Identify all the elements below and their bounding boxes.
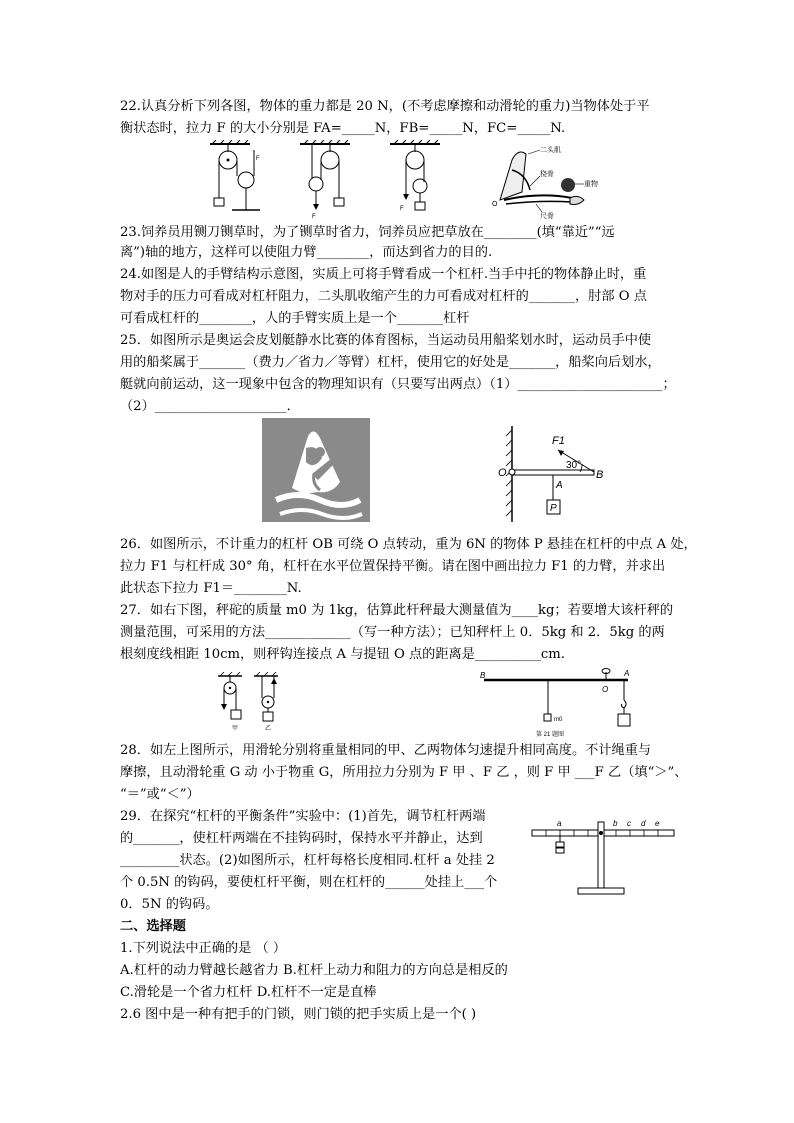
steelyard-caption: 第 21 题图 — [536, 732, 565, 738]
mc2-stem: 2.6 图中是一种有把手的门锁，则门锁的把手实质上是一个( ) — [120, 1007, 477, 1022]
q25-line4: （2）____________________． — [120, 399, 300, 414]
arm-label-biceps: 二头肌 — [540, 147, 561, 154]
q25-line1: 25．如图所示是奥运会皮划艇静水比赛的体育图标，当运动员用船桨划水时，运动员手中使 — [120, 333, 652, 348]
mc1-options-ab: A.杠杆的动力臂越长越省力 B.杠杆上动力和阻力的方向总是相反的 — [120, 963, 508, 978]
lever-label-angle: 30° — [566, 460, 582, 471]
steelyard-label-o: O — [602, 685, 609, 694]
pulley-label-jia: 甲 — [232, 726, 239, 732]
arm-label-radius: 桡骨 — [540, 171, 554, 178]
q22-line2: 衡状态时，拉力 F 的大小分别是 FA=_____N，FB=_____N，FC=_____N. — [120, 121, 566, 136]
pulley-figure-28 — [214, 672, 284, 734]
q24-line3: 可看成杠杆的________，人的手臂实质上是一个_______杠杆 — [120, 311, 470, 326]
arm-label-weight: 重物 — [584, 181, 598, 188]
q29-line2: 的_______，使杠杆两端在不挂钩码时，保持水平并静止，达到 — [120, 831, 483, 846]
q25-line3: 艇就向前运动，这一现象中包含的物理知识有（只要写出两点）（1）______________________； — [120, 377, 676, 392]
arm-label-o: O — [492, 201, 498, 208]
mc1-options-cd: C.滑轮是一个省力杠杆 D.杠杆不一定是直棒 — [120, 985, 377, 1000]
q27-line3: 根刻度线相距 10cm，则秤钩连接点 A 与提钮 O 点的距离是__________cm. — [120, 647, 565, 662]
q29-line3: _________状态。(2)如图所示，杠杆每格长度相同.杠杆 a 处挂 2 — [120, 853, 495, 868]
steelyard-label-a: A — [624, 669, 630, 678]
section-title: 二、选择题 — [120, 919, 186, 934]
mc1-stem: 1.下列说法中正确的是 （ ） — [120, 941, 287, 956]
q22-line1: 22.认真分析下列各图，物体的重力都是 20 N，(不考虑摩擦和动滑轮的重力)当物体处于平 — [120, 99, 650, 114]
pulley-figures-22 — [200, 140, 620, 220]
svg-text:F: F — [256, 156, 260, 162]
lever-label-a: A — [556, 480, 563, 491]
arm-label-ulna: 尺骨 — [540, 213, 554, 220]
lever-mark-d: d — [641, 819, 646, 828]
q28-line1: 28．如左上图所示，用滑轮分别将重量相同的甲、乙两物体匀速提升相同高度。不计绳重与 — [120, 743, 652, 758]
q23-line1: 23.饲养员用铡刀铡草时，为了铡草时省力，饲养员应把草放在________(填“靠近”“远 — [120, 225, 615, 240]
pulley-label-yi: 乙 — [265, 726, 272, 732]
q27-line2: 测量范围，可采用的方法_____________（写一种方法）；已知秤杆上 0．5kg 和 2．5kg 的两 — [120, 625, 665, 640]
lever-label-o: O — [498, 467, 507, 479]
steelyard-label-b: B — [480, 671, 486, 680]
q29-line1: 29．在探究“杠杆的平衡条件”实验中：(1)首先，调节杠杆两端 — [120, 809, 486, 824]
q26-line1: 26．如图所示，不计重力的杠杆 OB 可绕 O 点转动，重为 6N 的物体 P 悬挂在杠杆的中点 A 处， — [120, 537, 697, 552]
q28-line2: 摩擦，且动滑轮重 G 动 小于物重 G，所用拉力分别为 F 甲 、F 乙 ，则 F 甲 ___F 乙（填“＞”、 — [120, 765, 688, 780]
steelyard-figure-27 — [478, 668, 638, 740]
lever-label-b: B — [596, 469, 604, 481]
q26-line3: 此状态下拉力 F1＝________N. — [120, 581, 302, 596]
lever-figure-26 — [492, 424, 622, 524]
q29-line5: 0．5N 的钩码。 — [120, 897, 219, 912]
q26-line2: 拉力 F1 与杠杆成 30° 角，杠杆在水平位置保持平衡。请在图中画出拉力 F1 的力臂，并求出 — [120, 559, 666, 574]
lever-label-p: P — [550, 503, 557, 514]
lever-mark-a: a — [557, 819, 562, 828]
lever-mark-e: e — [655, 819, 660, 828]
lever-mark-b: b — [613, 819, 618, 828]
q24-line1: 24.如图是人的手臂结构示意图，实质上可将手臂看成一个杠杆.当手中托的物体静止时，重 — [120, 267, 647, 282]
q28-line3: “＝”或“＜”） — [120, 787, 200, 802]
canoe-pictogram — [262, 418, 370, 522]
q25-line2: 用的船桨属于_______（费力／省力／等臂）杠杆，使用它的好处是_______，船桨向后划水， — [120, 355, 661, 370]
q24-line2: 物对手的压力可看成对杠杆阻力，二头肌收缩产生的力可看成对杠杆的_______，肘部 O 点 — [120, 289, 647, 304]
steelyard-label-m0: m0 — [554, 717, 563, 723]
q29-line4: 个 0.5N 的钩码，要使杠杆平衡，则在杠杆的______处挂上___个 — [120, 875, 498, 890]
lever-mark-c: c — [627, 819, 631, 828]
lever-label-f1: F1 — [552, 435, 565, 447]
lever-balance-figure-29 — [528, 812, 678, 898]
q23-line2: 离”)轴的地方，这样可以使阻力臂________，而达到省力的目的. — [120, 245, 493, 260]
svg-text:F: F — [400, 206, 404, 212]
svg-text:F: F — [312, 214, 316, 220]
q27-line1: 27．如右下图，秤砣的质量 m0 为 1kg，估算此杆秤最大测量值为____kg；若要增大该杆秤的 — [120, 603, 674, 618]
